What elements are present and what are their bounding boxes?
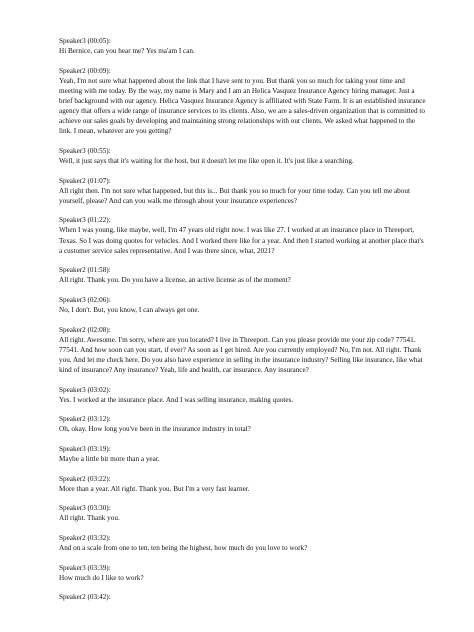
speaker-label: Speaker2 (01:58): <box>59 266 111 275</box>
speaker-label: Speaker3 (00:55): <box>59 146 111 155</box>
utterance-text: Hi Bernice, can you hear me? Yes ma'am I can. <box>59 47 195 56</box>
speaker-label: Speaker3 (02:06): <box>59 295 111 304</box>
utterance-text: More than a year. All right. Thank you. But I'm a very fast learner. <box>59 484 250 493</box>
transcript-page <box>59 36 427 612</box>
transcript-entry <box>59 533 427 553</box>
transcript-entry <box>59 36 427 56</box>
utterance-text: Well, it just says that it's waiting for the host, but it doesn't let me like open it. It's just like a searching. <box>59 156 354 165</box>
utterance-text: Yeah, I'm not sure what happened about the link that I have sent to you. But thank you so much for taking your time and meeting with me today. By the way, my name is Mary and I am an Helica Vasquez Insurance Agency hiring manager. Just a brief background with our agency. Helica Vasquez Insurance Agency is affiliated with State Farm. It is an established insurance agency that offers a wide range of insurance services to its clients. Also, we are a sales-driven organization that is committed to achieve our sales goals by developing and maintaining strong relationships with our clients. We asked what happened to the link. I mean, whatever are you getting? <box>59 76 426 136</box>
utterance-text: How much do I like to work? <box>59 573 144 582</box>
speaker-label: Speaker2 (03:22): <box>59 474 111 483</box>
speaker-label: Speaker2 (01:07): <box>59 176 111 185</box>
utterance-text: Oh, okay. How long you've been in the insurance industry in total? <box>59 425 251 434</box>
transcript-entry <box>59 474 427 494</box>
speaker-label: Speaker2 (00:09): <box>59 66 111 75</box>
utterance-text: All right then. I'm not sure what happened, but this is... But thank you so much for your time today. Can you tell me about yourself, please? And can you walk me through about your insurance experiences? <box>59 186 410 205</box>
utterance-text: When I was young, like maybe, well, I'm 47 years old right now. I was like 27. I worked at an insurance place in Threeport, Texas. So I was doing quotes for vehicles. And I worked there like for a year. And then I started working at another place that's a customer service sales representative. And I was there since, what, 2021? <box>59 226 424 255</box>
utterance-text: Yes. I worked at the insurance place. And I was selling insurance, making quotes. <box>59 395 294 404</box>
transcript-entry <box>59 66 427 137</box>
transcript-entry <box>59 563 427 583</box>
utterance-text: All right. Thank you. <box>59 514 120 523</box>
speaker-label: Speaker3 (03:02): <box>59 385 111 394</box>
speaker-label: Speaker2 (03:12): <box>59 415 111 424</box>
speaker-label: Speaker2 (03:32): <box>59 533 111 542</box>
utterance-text: All right. Awesome. I'm sorry, where are you located? I live in Threeport. Can you please provide me your zip code? 77541. 77541. And how soon can you start, if ever? As soon as I get hired. Are you currently employed? No, I'm not. All right. Thank you. And let me check here. Do you also have experience in selling in the insurance industry? Selling like insurance, like what kind of insurance? Any insurance? Yeah, life and health, car insurance. Any insurance? <box>59 335 423 374</box>
transcript-entry <box>59 146 427 166</box>
transcript-entry <box>59 265 427 285</box>
utterance-text: And on a scale from one to ten, ten being the highest, how much do you love to work? <box>59 544 308 553</box>
transcript-entry <box>59 325 427 375</box>
speaker-label: Speaker3 (03:19): <box>59 444 111 453</box>
transcript-entry <box>59 295 427 315</box>
transcript-entry <box>59 414 427 434</box>
speaker-label: Speaker2 (03:42): <box>59 593 111 602</box>
utterance-text: All right. Thank you. Do you have a license, an active license as of the moment? <box>59 276 291 285</box>
transcript-entry <box>59 592 427 602</box>
transcript-entry <box>59 385 427 405</box>
utterance-text: Maybe a little bit more than a year. <box>59 455 160 463</box>
speaker-label: Speaker3 (03:30): <box>59 504 111 513</box>
utterance-text: No, I don't. But, you know, I can always get one. <box>59 305 200 314</box>
transcript-entry <box>59 215 427 255</box>
transcript-entry <box>59 503 427 523</box>
transcript-entry <box>59 176 427 206</box>
speaker-label: Speaker2 (02:08): <box>59 325 111 334</box>
transcript-entry <box>59 444 427 464</box>
speaker-label: Speaker3 (01:22): <box>59 216 111 225</box>
speaker-label: Speaker3 (03:39): <box>59 563 111 572</box>
speaker-label: Speaker3 (00:05): <box>59 37 111 45</box>
